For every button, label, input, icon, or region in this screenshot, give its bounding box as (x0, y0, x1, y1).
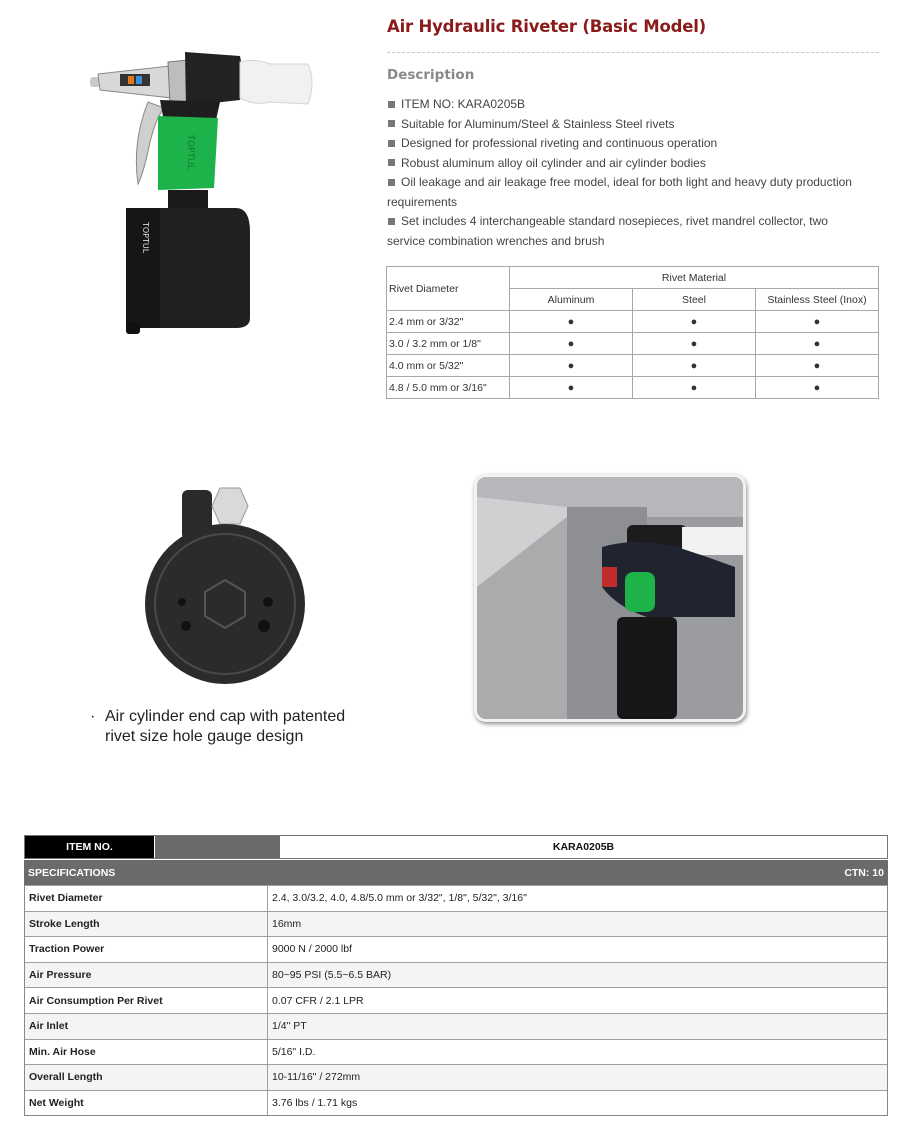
item-number-spacer (154, 836, 280, 858)
spec-value: 1/4" PT (272, 1020, 307, 1033)
end-cap-caption: · Air cylinder end cap with patented rivet size hole gauge design (90, 708, 346, 745)
specifications-table (24, 835, 888, 1116)
compat-dot-icon: ● (510, 333, 633, 355)
compat-dot-icon: ● (756, 355, 879, 377)
description-item: Designed for professional riveting and continuous operation (387, 134, 857, 154)
spec-value: 9000 N / 2000 lbf (272, 943, 352, 956)
product-image-riveter (60, 22, 340, 340)
item-number-value: KARA0205B (280, 836, 887, 858)
compat-dot-icon: ● (510, 311, 633, 333)
spec-value: 3.76 lbs / 1.71 kgs (272, 1097, 358, 1110)
spec-value: 2.4, 3.0/3.2, 4.0, 4.8/5.0 mm or 3/32", 1/8", 5/32", 3/16" (272, 892, 527, 905)
usage-photo (474, 474, 746, 722)
rivet-compatibility-table (386, 266, 879, 399)
compat-dot-icon: ● (756, 311, 879, 333)
cylinder-brand: TOPTUL (141, 222, 150, 254)
rivet-size: 4.8 / 5.0 mm or 3/16" (387, 377, 510, 399)
compat-dot-icon: ● (633, 377, 756, 399)
description-item: Set includes 4 interchangeable standard nosepieces, rivet mandrel collector, two service combination wrenches and brush (387, 214, 828, 248)
square-bullet-icon (388, 120, 395, 127)
title-divider (387, 52, 879, 53)
rivet-size: 4.0 mm or 5/32" (387, 355, 510, 377)
item-number-label: ITEM NO. (25, 836, 154, 858)
header-steel: Steel (633, 289, 756, 311)
spec-label: Air Pressure (25, 963, 268, 988)
description-heading: Description (387, 67, 475, 83)
caption-bullet: · (90, 708, 96, 725)
description-item: Oil leakage and air leakage free model, ideal for both light and heavy duty production requirements (387, 175, 852, 209)
spec-row (25, 911, 887, 937)
compat-dot-icon: ● (633, 333, 756, 355)
rivet-size: 2.4 mm or 3/32" (387, 311, 510, 333)
description-item: Suitable for Aluminum/Steel & Stainless Steel rivets (387, 115, 857, 135)
compat-dot-icon: ● (633, 355, 756, 377)
description-item: Robust aluminum alloy oil cylinder and air cylinder bodies (387, 154, 857, 174)
spec-label: Air Inlet (25, 1014, 268, 1039)
spec-label: Min. Air Hose (25, 1040, 268, 1065)
spec-row (25, 936, 887, 962)
square-bullet-icon (388, 101, 395, 108)
spec-value: 80~95 PSI (5.5~6.5 BAR) (272, 969, 392, 982)
specifications-header (24, 860, 888, 885)
spec-value: 0.07 CFR / 2.1 LPR (272, 994, 364, 1007)
rivet-row (387, 333, 879, 355)
header-aluminum: Aluminum (510, 289, 633, 311)
header-rivet-diameter: Rivet Diameter (387, 267, 510, 311)
compat-dot-icon: ● (510, 355, 633, 377)
end-cap-image (140, 484, 310, 684)
spec-row (25, 987, 887, 1013)
spec-row (25, 1064, 887, 1090)
square-bullet-icon (388, 140, 395, 147)
specifications-label: SPECIFICATIONS (28, 866, 116, 879)
spec-row (25, 1090, 887, 1116)
rivet-row (387, 377, 879, 399)
header-rivet-material: Rivet Material (510, 267, 879, 289)
spec-label: Air Consumption Per Rivet (25, 988, 268, 1013)
brand-mark: TOPTUL (185, 134, 195, 170)
rivet-row (387, 355, 879, 377)
spec-label: Overall Length (25, 1065, 268, 1090)
spec-value: 10-11/16" / 272mm (272, 1071, 361, 1084)
spec-value: 5/16" I.D. (272, 1045, 316, 1058)
compat-dot-icon: ● (510, 377, 633, 399)
spec-row (25, 885, 887, 911)
compat-dot-icon: ● (756, 377, 879, 399)
rivet-row (387, 311, 879, 333)
compat-dot-icon: ● (756, 333, 879, 355)
spec-rows (24, 885, 888, 1116)
description-item: ITEM NO: KARA0205B (387, 95, 857, 115)
spec-row (25, 1039, 887, 1065)
square-bullet-icon (388, 179, 395, 186)
product-title: Air Hydraulic Riveter (Basic Model) (387, 17, 707, 36)
rivet-size: 3.0 / 3.2 mm or 1/8" (387, 333, 510, 355)
spec-label: Stroke Length (25, 912, 268, 937)
spec-label: Rivet Diameter (25, 886, 268, 911)
description-list (387, 95, 857, 251)
compat-dot-icon: ● (633, 311, 756, 333)
square-bullet-icon (388, 159, 395, 166)
square-bullet-icon (388, 218, 395, 225)
header-stainless: Stainless Steel (Inox) (756, 289, 879, 311)
spec-label: Traction Power (25, 937, 268, 962)
spec-row (25, 962, 887, 988)
spec-value: 16mm (272, 917, 302, 930)
spec-label: Net Weight (25, 1091, 268, 1116)
carton-quantity: CTN: 10 (844, 866, 884, 879)
item-number-row (24, 835, 888, 859)
spec-row (25, 1013, 887, 1039)
